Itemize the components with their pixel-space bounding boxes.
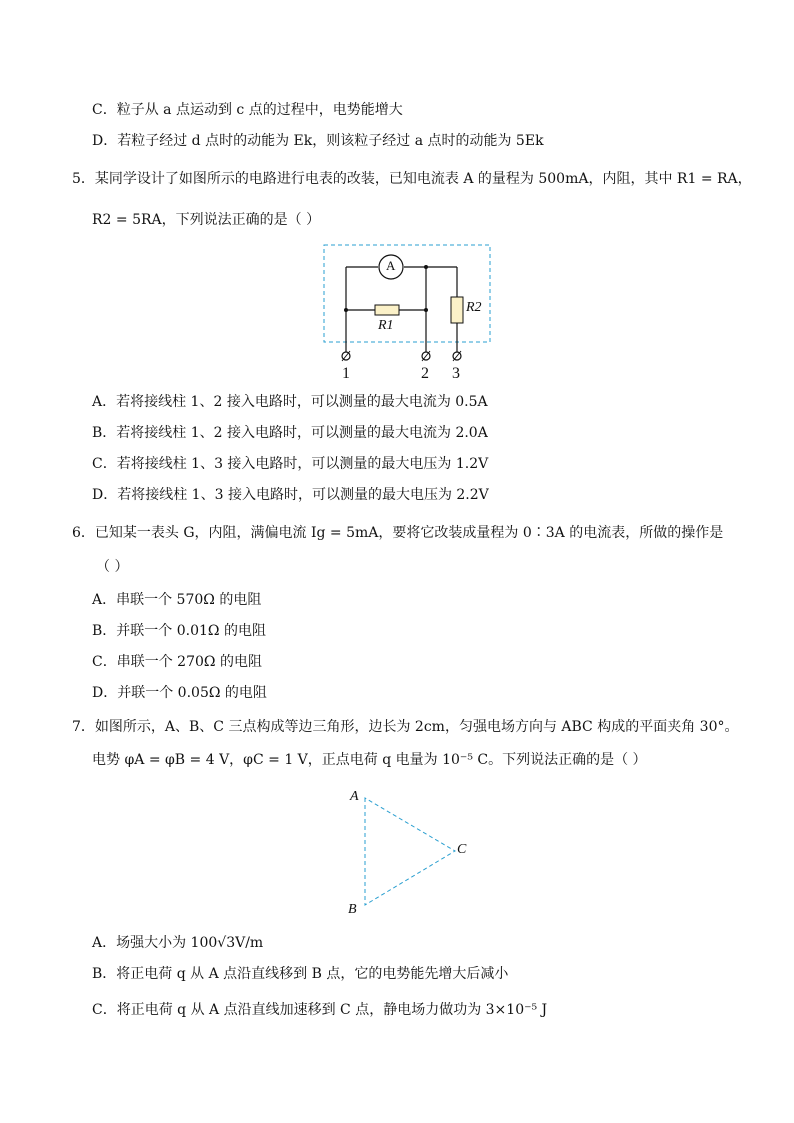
q7-option-b: B．将正电荷 q 从 A 点沿直线移到 B 点，它的电势能先增大后减小: [92, 966, 509, 982]
q5-option-b: B．若将接线柱 1、2 接入电路时，可以测量的最大电流为 2.0A: [92, 425, 488, 441]
r1-label: R1: [378, 318, 394, 333]
q7-option-a: A．场强大小为 100√3V/m: [92, 935, 264, 951]
q5-option-a: A．若将接线柱 1、2 接入电路时，可以测量的最大电流为 0.5A: [92, 394, 488, 410]
q7-stem-line2: 电势 φA = φB = 4 V，φC = 1 V，正点电荷 q 电量为 10⁻⁵ C。下列说法正确的是（ ）: [92, 752, 647, 768]
q4-option-c: C．粒子从 a 点运动到 c 点的过程中，电势能增大: [92, 102, 403, 118]
vertex-a-label: A: [350, 789, 359, 804]
terminal-label-2: 2: [421, 365, 429, 382]
r2-label: R2: [466, 300, 482, 315]
ammeter-label: A: [386, 258, 396, 273]
q6-stem-line2: （ ）: [96, 559, 129, 575]
terminal-label-1: 1: [342, 365, 350, 382]
q5-stem-line2: R2 = 5RA，下列说法正确的是（ ）: [92, 212, 321, 228]
q7-option-c: C．将正电荷 q 从 A 点沿直线加速移到 C 点，静电场力做功为 3×10⁻⁵ J: [92, 1002, 548, 1018]
vertex-b-label: B: [348, 902, 357, 917]
q6-option-a: A．串联一个 570Ω 的电阻: [92, 592, 262, 608]
q5-option-d: D．若将接线柱 1、3 接入电路时，可以测量的最大电压为 2.2V: [92, 487, 489, 503]
q5-stem-line1: 5．某同学设计了如图所示的电路进行电表的改装，已知电流表 A 的量程为 500mA，内阻，其中 R1 = RA，: [72, 171, 752, 187]
q6-option-c: C．串联一个 270Ω 的电阻: [92, 654, 262, 670]
q6-option-b: B．并联一个 0.01Ω 的电阻: [92, 623, 266, 639]
vertex-c-label: C: [457, 842, 467, 857]
q6-option-d: D．并联一个 0.05Ω 的电阻: [92, 685, 267, 701]
q5-option-c: C．若将接线柱 1、3 接入电路时，可以测量的最大电压为 1.2V: [92, 456, 489, 472]
q6-stem-line1: 6．已知某一表头 G，内阻，满偏电流 Ig = 5mA，要将它改装成量程为 0∶3A 的电流表，所做的操作是: [72, 525, 724, 541]
q4-option-d: D．若粒子经过 d 点时的动能为 Ek，则该粒子经过 a 点时的动能为 5Ek: [92, 133, 544, 149]
q7-stem-line1: 7．如图所示，A、B、C 三点构成等边三角形，边长为 2cm，匀强电场方向与 ABC 构成的平面夹角 30°。: [72, 719, 739, 735]
terminal-label-3: 3: [452, 365, 460, 382]
